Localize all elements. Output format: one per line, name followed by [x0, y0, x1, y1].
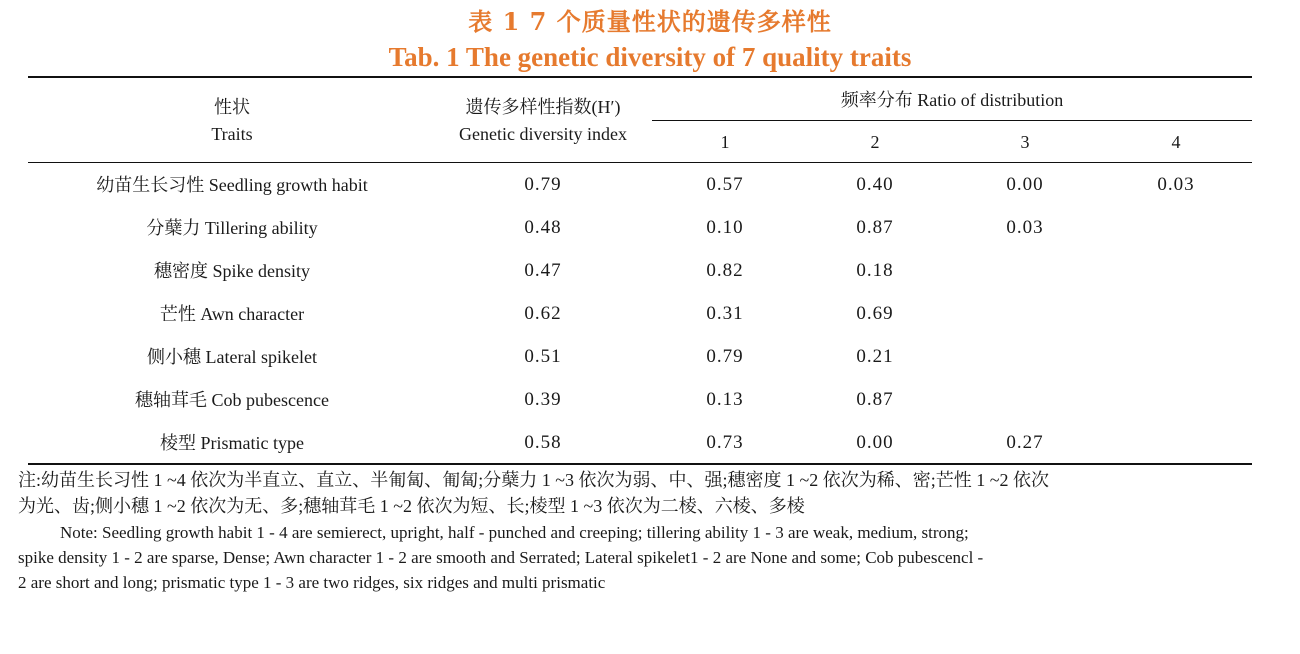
table-title-en: Tab. 1 The genetic diversity of 7 quality traits — [388, 42, 912, 72]
header-level-4: 4 — [1171, 132, 1181, 152]
ratio-level-2: 0.00 — [856, 432, 894, 453]
diversity-index: 0.47 — [524, 260, 562, 281]
header-traits-en: Traits — [211, 124, 253, 144]
header-index-en: Genetic diversity index — [459, 124, 627, 144]
note-en-line-2: spike density 1 - 2 are sparse, Dense; Awn character 1 - 2 are smooth and Serrated; Lateral spikelet1 - 2 are None and some; Cob pubescencl - — [18, 548, 984, 567]
note-cn-line-1: 注:幼苗生长习性 1 ~4 依次为半直立、直立、半匍匐、匍匐;分蘖力 1 ~3 依次为弱、中、强;穗密度 1 ~2 依次为稀、密;芒性 1 ~2 依次 — [18, 470, 1049, 490]
diversity-index: 0.39 — [524, 389, 562, 410]
table-title-cn: 表 1 7 个质量性状的遗传多样性 — [468, 7, 832, 36]
top-rule — [28, 76, 1252, 78]
trait-name: 穗密度 Spike density — [154, 261, 310, 281]
trait-name: 分蘖力 Tillering ability — [146, 218, 318, 238]
note-cn-line-2: 为光、齿;侧小穗 1 ~2 依次为无、多;穗轴茸毛 1 ~2 依次为短、长;棱型 1 ~3 依次为二棱、六棱、多棱 — [18, 496, 805, 516]
ratio-level-3: 0.03 — [1006, 217, 1044, 238]
note-en-line-3: 2 are short and long; prismatic type 1 - 3 are two ridges, six ridges and multi prismatic — [18, 573, 606, 592]
ratio-level-2: 0.21 — [856, 346, 894, 367]
diversity-index: 0.58 — [524, 432, 562, 453]
ratio-level-2: 0.87 — [856, 389, 894, 410]
ratio-level-2: 0.69 — [856, 303, 894, 324]
trait-name: 棱型 Prismatic type — [160, 433, 304, 453]
trait-name: 侧小穗 Lateral spikelet — [147, 347, 317, 367]
bottom-rule — [28, 463, 1252, 465]
ratio-level-2: 0.40 — [856, 174, 894, 195]
ratio-level-1: 0.13 — [706, 389, 744, 410]
header-distribution: 频率分布 Ratio of distribution — [840, 90, 1064, 110]
note-en-line-1: Note: Seedling growth habit 1 - 4 are semierect, upright, half - punched and creeping; tillering ability 1 - 3 are weak, medium, strong; — [60, 523, 969, 542]
ratio-level-3: 0.27 — [1006, 432, 1044, 453]
header-traits-cn: 性状 — [214, 97, 250, 117]
ratio-level-2: 0.87 — [856, 217, 894, 238]
trait-name: 芒性 Awn character — [159, 304, 305, 324]
trait-name: 穗轴茸毛 Cob pubescence — [135, 390, 329, 410]
ratio-level-2: 0.18 — [856, 260, 894, 281]
trait-name: 幼苗生长习性 Seedling growth habit — [96, 175, 368, 195]
header-level-3: 3 — [1020, 132, 1030, 152]
ratio-level-1: 0.10 — [706, 217, 744, 238]
ratio-level-1: 0.73 — [706, 432, 744, 453]
ratio-level-1: 0.57 — [706, 174, 744, 195]
header-level-2: 2 — [870, 132, 880, 152]
ratio-level-1: 0.31 — [706, 303, 744, 324]
diversity-index: 0.48 — [524, 217, 562, 238]
diversity-index: 0.79 — [524, 174, 562, 195]
ratio-level-1: 0.79 — [706, 346, 744, 367]
ratio-level-3: 0.00 — [1006, 174, 1044, 195]
header-level-1: 1 — [720, 132, 730, 152]
diversity-index: 0.62 — [524, 303, 562, 324]
header-rule — [28, 162, 1252, 163]
ratio-level-1: 0.82 — [706, 260, 744, 281]
distribution-rule — [652, 120, 1252, 121]
diversity-index: 0.51 — [524, 346, 562, 367]
ratio-level-4: 0.03 — [1157, 174, 1195, 195]
header-index-cn: 遗传多样性指数(H′) — [465, 97, 621, 117]
